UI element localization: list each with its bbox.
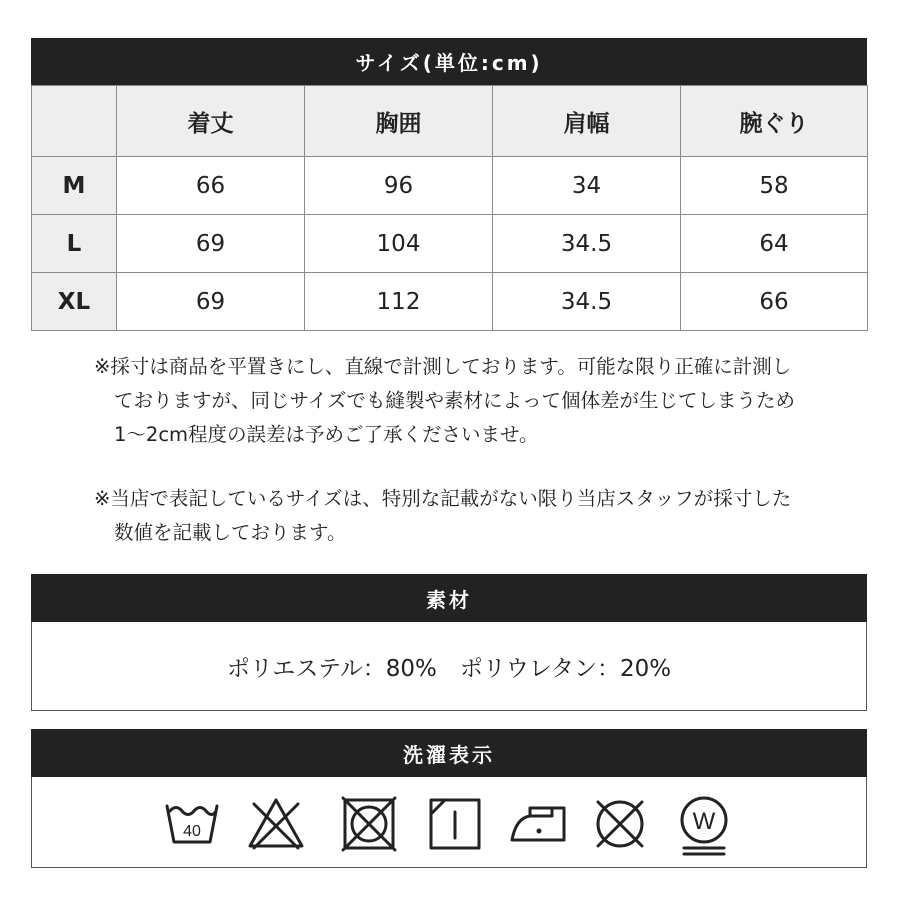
iron-low-icon (508, 794, 570, 854)
table-cell: 96 (305, 157, 493, 215)
corner-cell (32, 86, 117, 157)
note-line: 1～2cm程度の誤差は予めご了承くださいませ。 (114, 423, 539, 446)
note-line: ※当店で表記しているサイズは、特別な記載がない限り当店スタッフが採寸した (94, 487, 792, 510)
row-header-size: XL (32, 273, 117, 331)
row-header-size: M (32, 157, 117, 215)
table-cell: 58 (681, 157, 868, 215)
material-section-header (31, 574, 867, 622)
size-section-header (31, 38, 867, 85)
column-header-shoulder: 肩幅 (493, 86, 681, 157)
row-header-size: L (32, 215, 117, 273)
size-section-title: サイズ(単位:cm) (355, 51, 543, 75)
no-dry-clean-icon (590, 794, 650, 854)
table-cell: 34.5 (493, 215, 681, 273)
wet-clean-label: W (692, 808, 716, 835)
note-line: ※採寸は商品を平置きにし、直線で計測しております。可能な限り正確に計測し (94, 355, 792, 378)
size-table (31, 85, 868, 331)
table-cell: 64 (681, 215, 868, 273)
wash-temperature-label: 40 (183, 823, 201, 840)
size-note (94, 482, 854, 550)
line-dry-shade-icon (425, 794, 485, 854)
table-cell: 66 (681, 273, 868, 331)
wash-40-icon (162, 794, 222, 854)
table-cell: 34 (493, 157, 681, 215)
table-row (32, 215, 868, 273)
table-cell: 112 (305, 273, 493, 331)
column-header-armhole: 腕ぐり (681, 86, 868, 157)
table-cell: 66 (117, 157, 305, 215)
note-line: ておりますが、同じサイズでも縫製や素材によって個体差が生じてしまうため (114, 389, 795, 412)
size-table-header-row (32, 86, 868, 157)
measurement-note (94, 350, 854, 452)
table-cell: 104 (305, 215, 493, 273)
material-box (31, 622, 867, 711)
no-tumble-dry-icon (339, 794, 399, 854)
material-section-title: 素材 (426, 587, 472, 612)
care-section-title: 洗濯表示 (403, 742, 495, 767)
note-line: 数値を記載しております。 (114, 521, 347, 544)
column-header-length: 着丈 (117, 86, 305, 157)
care-section-header (31, 729, 867, 777)
table-cell: 69 (117, 215, 305, 273)
table-cell: 34.5 (493, 273, 681, 331)
table-row (32, 157, 868, 215)
wet-clean-gentle-icon (676, 794, 732, 860)
table-cell: 69 (117, 273, 305, 331)
no-bleach-icon (246, 794, 306, 854)
table-row (32, 273, 868, 331)
column-header-chest: 胸囲 (305, 86, 493, 157)
material-text: ポリエステル：80% ポリウレタン：20% (226, 655, 672, 682)
